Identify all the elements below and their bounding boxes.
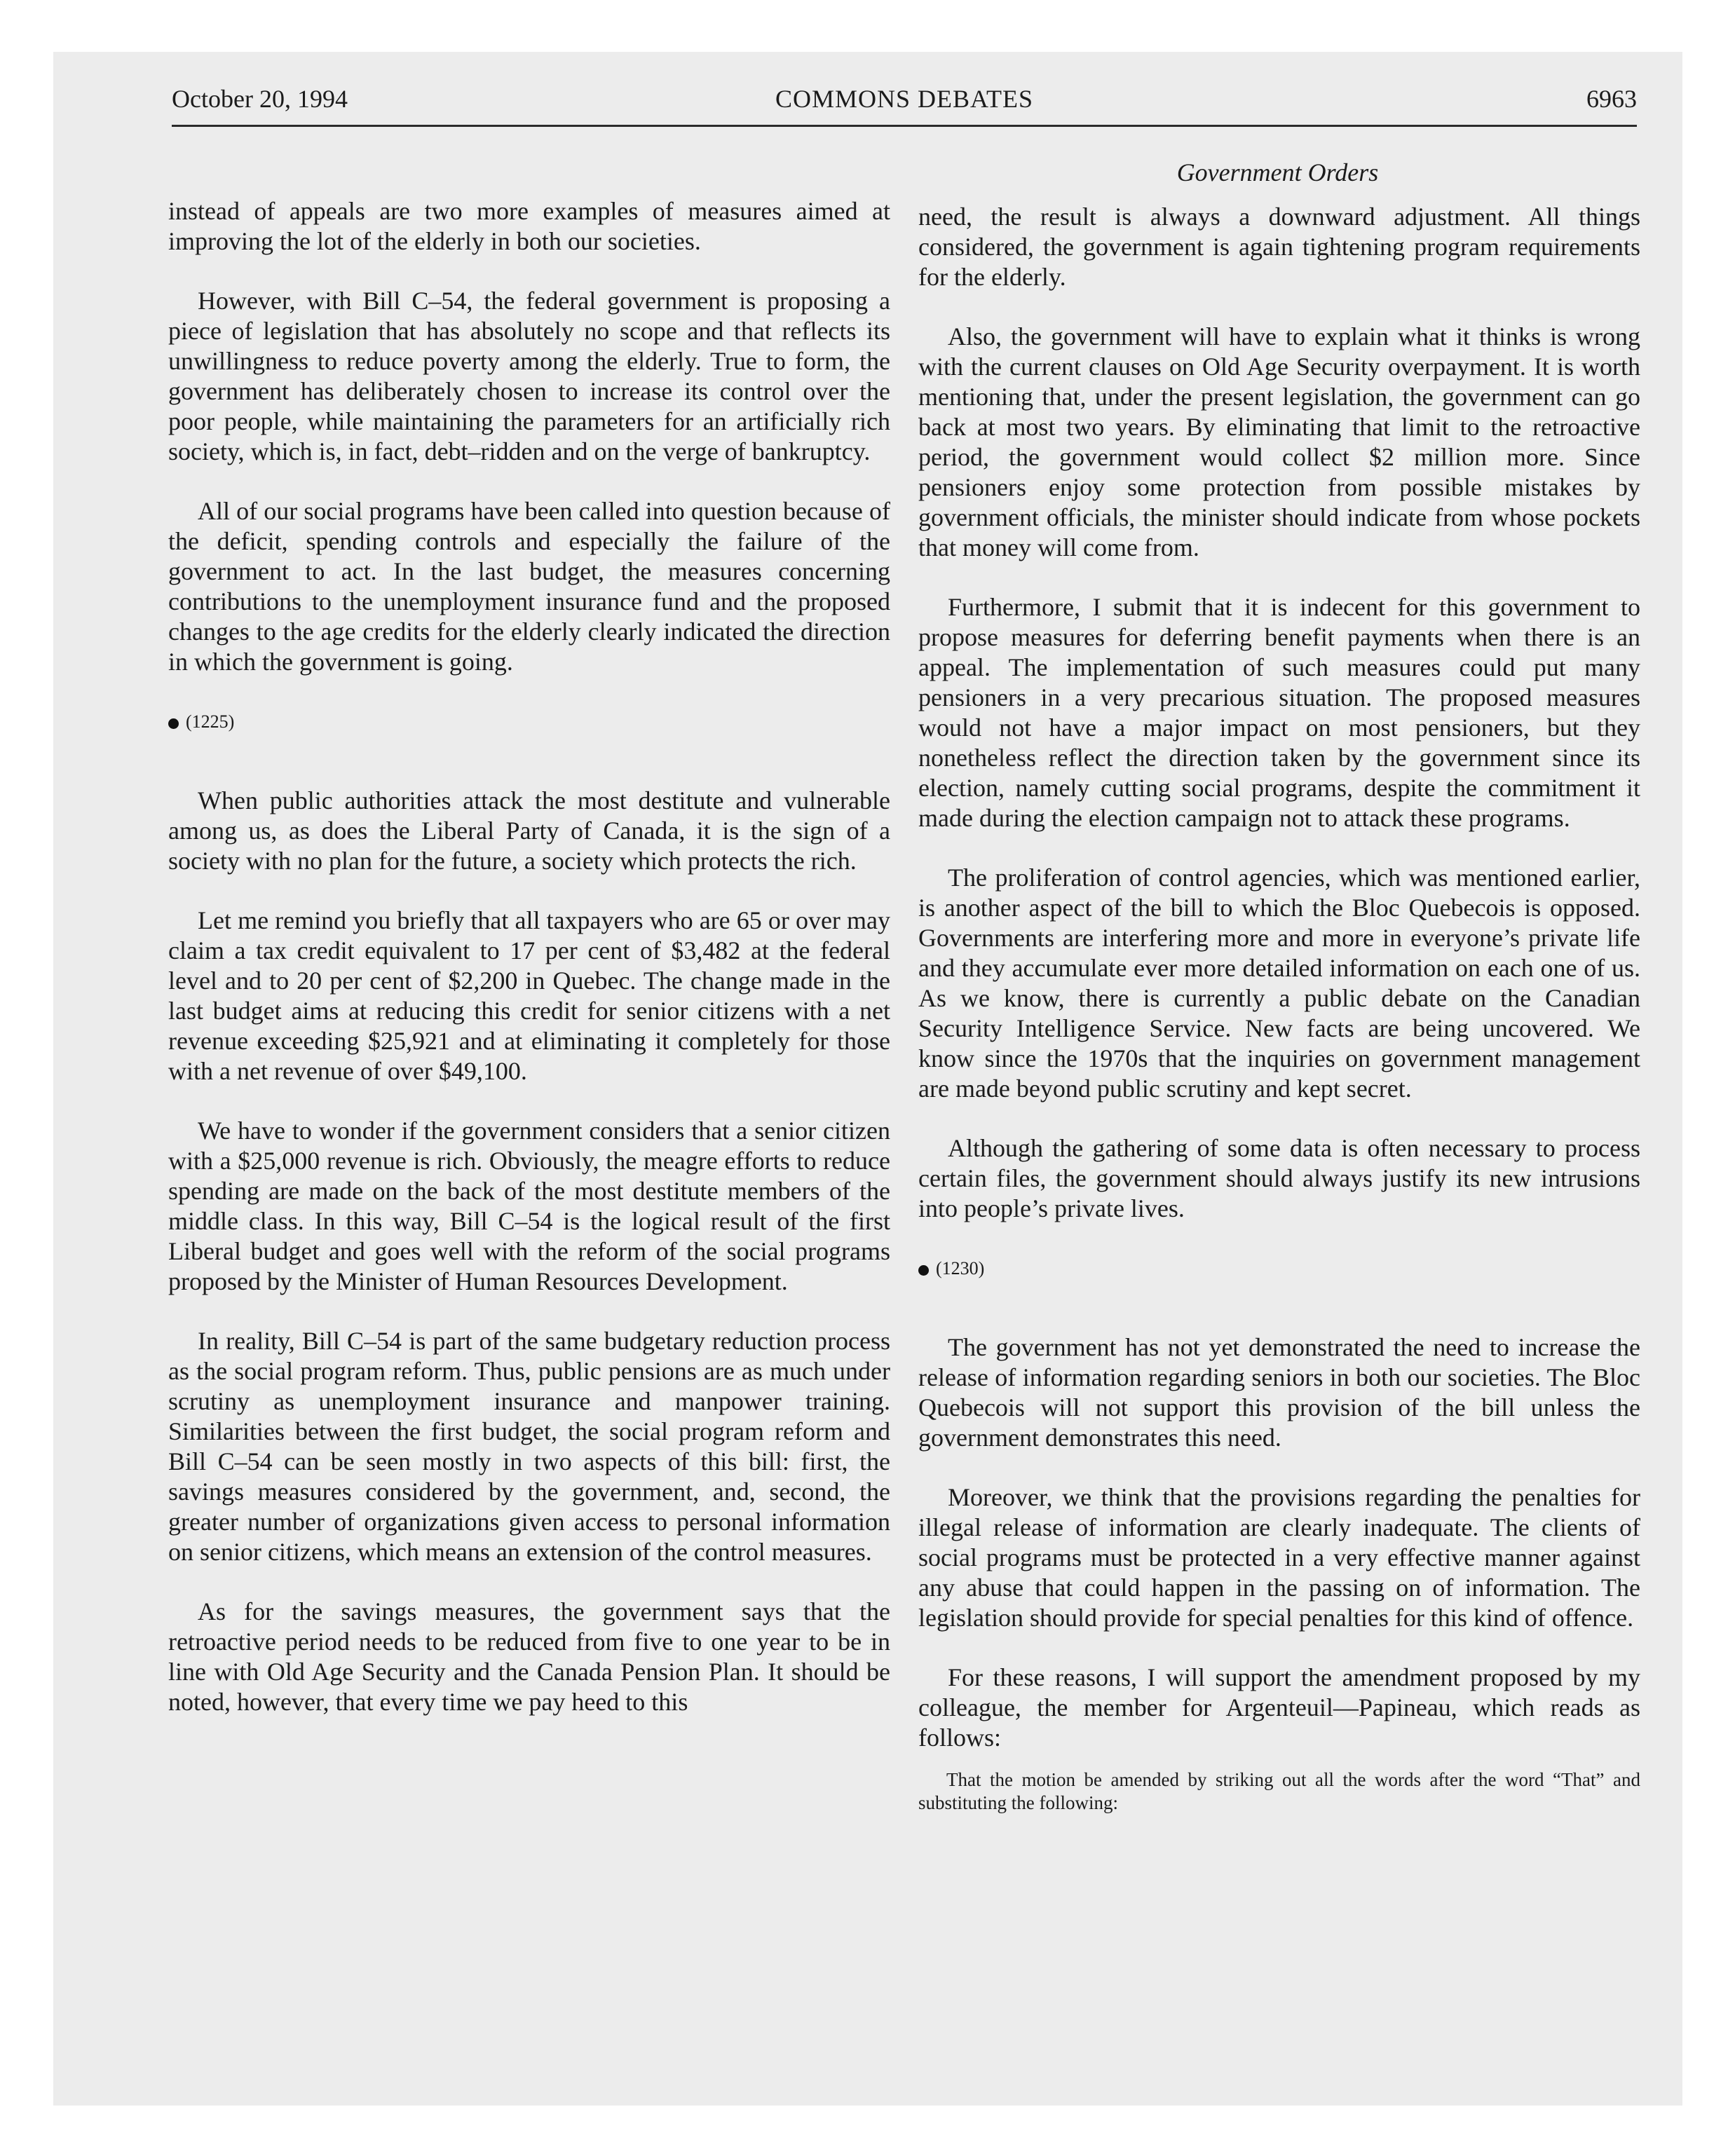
bullet-icon — [918, 1265, 929, 1276]
paragraph: All of our social programs have been called into question because of the deficit, spending controls and especially the failure of the government to act. In the last budget, the measures concerning contributions to the unemployment insurance fund and the proposed changes to the age credits for the elderly clearly indicated the direction in which the government is going. — [168, 497, 890, 676]
header-rule — [172, 125, 1637, 127]
left-column — [168, 196, 890, 1747]
paragraph: However, with Bill C–54, the federal government is proposing a piece of legislation that has absolutely no scope and that reflects its unwillingness to reduce poverty among the elderly. True to form, the government has deliberately chosen to increase its control over the poor people, while maintaining the parameters for an artificially rich society, which is, in fact, debt–ridden and on the verge of bankruptcy. — [168, 287, 890, 465]
paragraph: Furthermore, I submit that it is indecent for this government to propose measures for deferring benefit payments when there is an appeal. The implementation of such measures could put many pensioners in a very precarious situation. The proposed measures would not have a major impact on most pensioners, but they nonetheless reflect the direction taken by the government since its election, namely cutting social programs, despite the commitment it made during the election campaign not to attack these programs. — [918, 593, 1640, 832]
paragraph: We have to wonder if the government considers that a senior citizen with a $25,000 revenue is rich. Obviously, the meagre efforts to reduce spending are made on the back of the most destitute members of the middle class. In this way, Bill C–54 is the logical result of the first Liberal budget and goes well with the reform of the social programs proposed by the Minister of Human Resources Development. — [168, 1117, 890, 1295]
paragraph: The proliferation of control agencies, which was mentioned earlier, is another aspect of the bill to which the Bloc Quebecois is opposed. Governments are interfering more and more in everyone’s private life and they accumulate ever more detailed information on each one of us. As we know, there is currently a public debate on the Canadian Security Intelligence Service. New facts are being uncovered. We know since the 1970s that the inquiries on government management are made beyond public scrutiny and kept secret. — [918, 864, 1640, 1103]
amendment-quote: That the motion be amended by striking out all the words after the word “That” and substituting the following: — [918, 1769, 1640, 1813]
section-title: Government Orders — [1176, 158, 1379, 186]
paragraph: Moreover, we think that the provisions regarding the penalties for illegal release of information are clearly inadequate. The clients of social programs must be protected in a very effective manner against any abuse that could happen in the passing on of information. The legislation should provide for special penalties for this kind of offence. — [918, 1483, 1640, 1632]
page-header — [172, 74, 1637, 123]
header-date: October 20, 1994 — [172, 85, 348, 113]
paragraph: When public authorities attack the most destitute and vulnerable among us, as does the Liberal Party of Canada, it is the sign of a society with no plan for the future, a society which protects the rich. — [168, 786, 890, 875]
paragraph: Let me remind you briefly that all taxpayers who are 65 or over may claim a tax credit equivalent to 17 per cent of $3,482 at the federal level and to 20 per cent of $2,200 in Quebec. The change made in the last budget aims at reducing this credit for senior citizens with a net revenue exceeding $25,921 and at eliminating it completely for those with a net revenue of over $49,100. — [168, 906, 890, 1085]
header-page-number: 6963 — [1586, 85, 1637, 113]
bullet-icon — [168, 718, 179, 729]
paragraph: In reality, Bill C–54 is part of the same budgetary reduction process as the social program reform. Thus, public pensions are as much under scrutiny as unemployment insurance and manpower training. Similarities between the first budget, the social program reform and Bill C–54 can be seen mostly in two aspects of this bill: first, the savings measures considered by the government, and, second, the greater number of organizations given access to personal information on senior citizens, which means an extension of the control measures. — [168, 1327, 890, 1566]
paragraph: For these reasons, I will support the amendment proposed by my colleague, the member for Argenteuil—Papineau, which reads as follows: — [918, 1663, 1640, 1752]
time-marker — [168, 707, 890, 737]
right-column — [918, 202, 1640, 1815]
paragraph: Although the gathering of some data is often necessary to process certain files, the government should always justify its new intrusions into people’s private lives. — [918, 1134, 1640, 1222]
paragraph: instead of appeals are two more examples of measures aimed at improving the lot of the elderly in both our societies. — [168, 197, 890, 255]
time-marker-text: (1230) — [936, 1258, 985, 1278]
time-marker — [918, 1253, 1640, 1283]
paragraph: Also, the government will have to explain what it thinks is wrong with the current clauses on Old Age Security overpayment. It is worth mentioning that, under the present legislation, the government can go back at most two years. By eliminating that limit to the retroactive period, the government would collect $2 million more. Since pensioners enjoy some protection from possible mistakes by government officials, the minister should indicate from whose pockets that money will come from. — [918, 322, 1640, 561]
paragraph: As for the savings measures, the government says that the retroactive period needs to be reduced from five to one year to be in line with Old Age Security and the Canada Pension Plan. It should be noted, however, that every time we pay heed to this — [168, 1597, 890, 1716]
paragraph: need, the result is always a downward adjustment. All things considered, the government is again tightening program requirements for the elderly. — [918, 203, 1640, 291]
header-publication: COMMONS DEBATES — [775, 85, 1034, 113]
time-marker-text: (1225) — [186, 711, 235, 732]
paragraph: The government has not yet demonstrated the need to increase the release of information regarding seniors in both our societies. The Bloc Quebecois will not support this provision of the bill unless the government demonstrates this need. — [918, 1333, 1640, 1452]
